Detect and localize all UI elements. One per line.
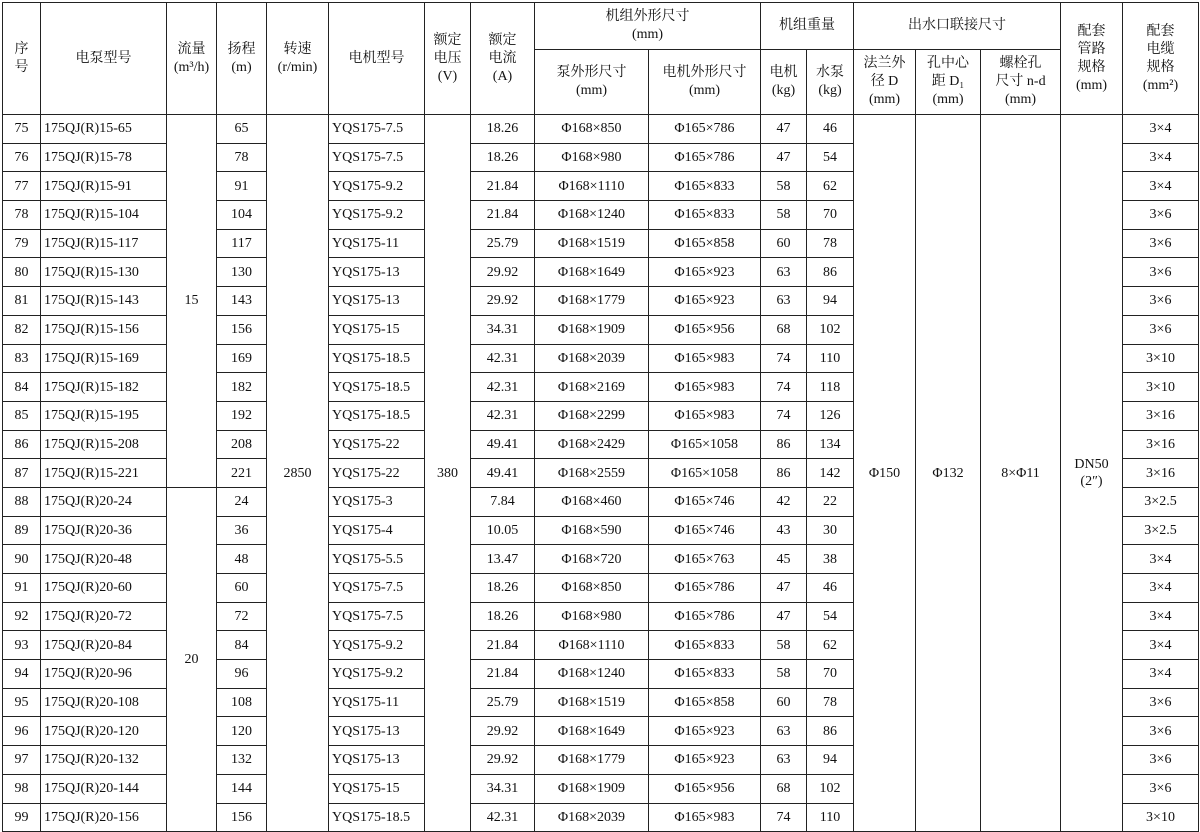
motor-model: YQS175-18.5	[329, 344, 425, 373]
cable-spec: 3×10	[1123, 803, 1199, 832]
cable-spec: 3×2.5	[1123, 487, 1199, 516]
motor-weight: 74	[761, 803, 807, 832]
current-value: 18.26	[471, 143, 535, 172]
pump-dimension: Φ168×2169	[535, 373, 649, 402]
pump-dimension: Φ168×2429	[535, 430, 649, 459]
pump-weight: 46	[807, 115, 854, 144]
motor-model: YQS175-9.2	[329, 631, 425, 660]
header-outlet: 出水口联接尺寸	[854, 3, 1061, 50]
pump-dimension: Φ168×1519	[535, 229, 649, 258]
row-number: 86	[3, 430, 41, 459]
pump-model: 175QJ(R)15-195	[41, 401, 167, 430]
cable-spec: 3×4	[1123, 545, 1199, 574]
header-seq: 序 号	[3, 3, 41, 115]
motor-weight: 63	[761, 287, 807, 316]
motor-weight: 68	[761, 315, 807, 344]
motor-weight: 86	[761, 430, 807, 459]
motor-model: YQS175-3	[329, 487, 425, 516]
row-number: 79	[3, 229, 41, 258]
head-value: 143	[217, 287, 267, 316]
table-row	[3, 115, 1199, 144]
header-row-1	[3, 3, 1199, 50]
pump-weight: 22	[807, 487, 854, 516]
header-pump-weight: 水泵 (kg)	[807, 50, 854, 115]
motor-weight: 63	[761, 746, 807, 775]
cable-spec: 3×2.5	[1123, 516, 1199, 545]
cable-spec: 3×4	[1123, 172, 1199, 201]
row-number: 94	[3, 660, 41, 689]
pump-model: 175QJ(R)15-182	[41, 373, 167, 402]
pump-dimension: Φ168×1649	[535, 258, 649, 287]
current-value: 49.41	[471, 459, 535, 488]
motor-weight: 45	[761, 545, 807, 574]
motor-model: YQS175-9.2	[329, 172, 425, 201]
motor-weight: 58	[761, 201, 807, 230]
cable-spec: 3×4	[1123, 660, 1199, 689]
cable-spec: 3×6	[1123, 287, 1199, 316]
head-value: 156	[217, 315, 267, 344]
head-value: 72	[217, 602, 267, 631]
motor-dimension: Φ165×746	[649, 516, 761, 545]
pump-model: 175QJ(R)15-156	[41, 315, 167, 344]
motor-dimension: Φ165×746	[649, 487, 761, 516]
motor-weight: 63	[761, 717, 807, 746]
current-value: 49.41	[471, 430, 535, 459]
cable-spec: 3×6	[1123, 229, 1199, 258]
pump-weight: 54	[807, 143, 854, 172]
pump-dimension: Φ168×2299	[535, 401, 649, 430]
pump-model: 175QJ(R)20-24	[41, 487, 167, 516]
row-number: 90	[3, 545, 41, 574]
header-head: 扬程 (m)	[217, 3, 267, 115]
motor-dimension: Φ165×923	[649, 287, 761, 316]
pump-model: 175QJ(R)20-72	[41, 602, 167, 631]
head-value: 36	[217, 516, 267, 545]
pump-dimension: Φ168×2039	[535, 344, 649, 373]
motor-dimension: Φ165×923	[649, 746, 761, 775]
pump-model: 175QJ(R)20-132	[41, 746, 167, 775]
motor-model: YQS175-18.5	[329, 401, 425, 430]
bolt-value: 8×Φ11	[981, 115, 1061, 832]
current-value: 21.84	[471, 660, 535, 689]
flow-20: 20	[167, 487, 217, 831]
current-value: 42.31	[471, 373, 535, 402]
cable-spec: 3×16	[1123, 430, 1199, 459]
motor-dimension: Φ165×786	[649, 574, 761, 603]
cable-spec: 3×6	[1123, 258, 1199, 287]
head-value: 144	[217, 774, 267, 803]
pump-dimension: Φ168×980	[535, 602, 649, 631]
head-value: 169	[217, 344, 267, 373]
row-number: 92	[3, 602, 41, 631]
head-value: 96	[217, 660, 267, 689]
pipe-size: DN50	[1074, 457, 1109, 473]
motor-model: YQS175-11	[329, 229, 425, 258]
pump-model: 175QJ(R)15-91	[41, 172, 167, 201]
pump-weight: 46	[807, 574, 854, 603]
pump-model: 175QJ(R)15-104	[41, 201, 167, 230]
pump-model: 175QJ(R)20-36	[41, 516, 167, 545]
head-value: 65	[217, 115, 267, 144]
pump-model: 175QJ(R)15-221	[41, 459, 167, 488]
pump-weight: 142	[807, 459, 854, 488]
pump-spec-table	[2, 2, 1199, 832]
current-value: 42.31	[471, 401, 535, 430]
header-weight: 机组重量	[761, 3, 854, 50]
pump-weight: 102	[807, 774, 854, 803]
pump-dimension: Φ168×590	[535, 516, 649, 545]
cable-spec: 3×4	[1123, 631, 1199, 660]
motor-weight: 47	[761, 115, 807, 144]
table-body	[3, 115, 1199, 832]
cable-spec: 3×16	[1123, 459, 1199, 488]
motor-weight: 47	[761, 574, 807, 603]
pump-model: 175QJ(R)15-117	[41, 229, 167, 258]
motor-dimension: Φ165×983	[649, 344, 761, 373]
pump-weight: 126	[807, 401, 854, 430]
pump-model: 175QJ(R)20-144	[41, 774, 167, 803]
pump-model: 175QJ(R)20-108	[41, 688, 167, 717]
current-value: 29.92	[471, 287, 535, 316]
header-dimensions: 机组外形尺寸 (mm)	[535, 3, 761, 50]
pump-model: 175QJ(R)20-48	[41, 545, 167, 574]
motor-model: YQS175-13	[329, 258, 425, 287]
current-value: 29.92	[471, 258, 535, 287]
row-number: 76	[3, 143, 41, 172]
flange-value: Φ150	[854, 115, 916, 832]
row-number: 96	[3, 717, 41, 746]
pump-dimension: Φ168×980	[535, 143, 649, 172]
motor-dimension: Φ165×923	[649, 258, 761, 287]
current-value: 42.31	[471, 803, 535, 832]
current-value: 25.79	[471, 688, 535, 717]
head-value: 48	[217, 545, 267, 574]
pump-dimension: Φ168×2559	[535, 459, 649, 488]
head-value: 120	[217, 717, 267, 746]
motor-dimension: Φ165×1058	[649, 459, 761, 488]
head-value: 156	[217, 803, 267, 832]
header-flow: 流量 (m³/h)	[167, 3, 217, 115]
cable-spec: 3×4	[1123, 574, 1199, 603]
head-value: 132	[217, 746, 267, 775]
hole-distance-value: Φ132	[916, 115, 981, 832]
pump-model: 175QJ(R)15-78	[41, 143, 167, 172]
flow-15: 15	[167, 115, 217, 488]
motor-model: YQS175-13	[329, 746, 425, 775]
cable-spec: 3×10	[1123, 344, 1199, 373]
pump-weight: 110	[807, 803, 854, 832]
pump-dimension: Φ168×1909	[535, 774, 649, 803]
pump-weight: 102	[807, 315, 854, 344]
current-value: 42.31	[471, 344, 535, 373]
current-value: 21.84	[471, 631, 535, 660]
motor-weight: 47	[761, 602, 807, 631]
pump-dimension: Φ168×1519	[535, 688, 649, 717]
motor-model: YQS175-7.5	[329, 143, 425, 172]
motor-weight: 58	[761, 660, 807, 689]
motor-model: YQS175-18.5	[329, 803, 425, 832]
motor-weight: 74	[761, 344, 807, 373]
motor-weight: 58	[761, 172, 807, 201]
pump-model: 175QJ(R)20-156	[41, 803, 167, 832]
pump-dimension: Φ168×850	[535, 574, 649, 603]
motor-dimension: Φ165×833	[649, 660, 761, 689]
pump-weight: 86	[807, 717, 854, 746]
current-value: 29.92	[471, 746, 535, 775]
motor-weight: 68	[761, 774, 807, 803]
motor-weight: 74	[761, 373, 807, 402]
row-number: 84	[3, 373, 41, 402]
motor-weight: 74	[761, 401, 807, 430]
motor-dimension: Φ165×1058	[649, 430, 761, 459]
header-voltage: 额定 电压 (V)	[425, 3, 471, 115]
motor-dimension: Φ165×923	[649, 717, 761, 746]
motor-model: YQS175-13	[329, 717, 425, 746]
motor-model: YQS175-7.5	[329, 602, 425, 631]
head-value: 130	[217, 258, 267, 287]
head-value: 60	[217, 574, 267, 603]
row-number: 89	[3, 516, 41, 545]
pump-model: 175QJ(R)15-143	[41, 287, 167, 316]
pump-weight: 110	[807, 344, 854, 373]
header-motor: 电机型号	[329, 3, 425, 115]
motor-model: YQS175-5.5	[329, 545, 425, 574]
header-cable: 配套 电缆 规格 (mm²)	[1123, 3, 1199, 115]
row-number: 78	[3, 201, 41, 230]
cable-spec: 3×6	[1123, 746, 1199, 775]
head-value: 84	[217, 631, 267, 660]
pump-dimension: Φ168×1779	[535, 287, 649, 316]
motor-dimension: Φ165×833	[649, 172, 761, 201]
motor-weight: 47	[761, 143, 807, 172]
motor-dimension: Φ165×956	[649, 774, 761, 803]
motor-dimension: Φ165×786	[649, 602, 761, 631]
pump-dimension: Φ168×1110	[535, 631, 649, 660]
motor-dimension: Φ165×786	[649, 115, 761, 144]
pump-dimension: Φ168×1240	[535, 201, 649, 230]
cable-spec: 3×6	[1123, 774, 1199, 803]
motor-dimension: Φ165×786	[649, 143, 761, 172]
motor-model: YQS175-7.5	[329, 115, 425, 144]
cable-spec: 3×6	[1123, 315, 1199, 344]
head-value: 117	[217, 229, 267, 258]
pump-weight: 94	[807, 746, 854, 775]
motor-dimension: Φ165×983	[649, 401, 761, 430]
pump-weight: 78	[807, 688, 854, 717]
pipe-value	[1061, 115, 1123, 832]
header-pipe: 配套 管路 规格 (mm)	[1061, 3, 1123, 115]
pump-dimension: Φ168×720	[535, 545, 649, 574]
cable-spec: 3×10	[1123, 373, 1199, 402]
current-value: 29.92	[471, 717, 535, 746]
row-number: 83	[3, 344, 41, 373]
header-hole-dist: 孔中心 距 D₁ (mm)	[916, 50, 981, 115]
motor-dimension: Φ165×763	[649, 545, 761, 574]
row-number: 81	[3, 287, 41, 316]
pump-model: 175QJ(R)20-60	[41, 574, 167, 603]
current-value: 34.31	[471, 315, 535, 344]
current-value: 18.26	[471, 602, 535, 631]
head-value: 104	[217, 201, 267, 230]
motor-model: YQS175-18.5	[329, 373, 425, 402]
motor-model: YQS175-7.5	[329, 574, 425, 603]
row-number: 99	[3, 803, 41, 832]
row-number: 85	[3, 401, 41, 430]
pump-weight: 78	[807, 229, 854, 258]
motor-dimension: Φ165×858	[649, 688, 761, 717]
current-value: 18.26	[471, 115, 535, 144]
motor-model: YQS175-15	[329, 315, 425, 344]
pump-weight: 94	[807, 287, 854, 316]
motor-dimension: Φ165×983	[649, 373, 761, 402]
cable-spec: 3×4	[1123, 115, 1199, 144]
current-value: 25.79	[471, 229, 535, 258]
cable-spec: 3×6	[1123, 201, 1199, 230]
pipe-inch: (2″)	[1080, 474, 1103, 490]
header-flange: 法兰外 径 D (mm)	[854, 50, 916, 115]
pump-weight: 70	[807, 660, 854, 689]
head-value: 91	[217, 172, 267, 201]
motor-model: YQS175-11	[329, 688, 425, 717]
row-number: 82	[3, 315, 41, 344]
motor-model: YQS175-9.2	[329, 660, 425, 689]
pump-weight: 86	[807, 258, 854, 287]
pump-weight: 54	[807, 602, 854, 631]
head-value: 208	[217, 430, 267, 459]
current-value: 21.84	[471, 201, 535, 230]
pump-model: 175QJ(R)15-65	[41, 115, 167, 144]
current-value: 18.26	[471, 574, 535, 603]
motor-model: YQS175-22	[329, 430, 425, 459]
speed-value: 2850	[267, 115, 329, 832]
pump-weight: 62	[807, 172, 854, 201]
pump-model: 175QJ(R)20-84	[41, 631, 167, 660]
pump-dimension: Φ168×850	[535, 115, 649, 144]
row-number: 95	[3, 688, 41, 717]
motor-weight: 63	[761, 258, 807, 287]
head-value: 24	[217, 487, 267, 516]
pump-weight: 70	[807, 201, 854, 230]
row-number: 97	[3, 746, 41, 775]
header-speed: 转速 (r/min)	[267, 3, 329, 115]
cable-spec: 3×4	[1123, 143, 1199, 172]
pump-dimension: Φ168×2039	[535, 803, 649, 832]
head-value: 221	[217, 459, 267, 488]
motor-dimension: Φ165×833	[649, 201, 761, 230]
row-number: 77	[3, 172, 41, 201]
cable-spec: 3×4	[1123, 602, 1199, 631]
head-value: 192	[217, 401, 267, 430]
cable-spec: 3×6	[1123, 688, 1199, 717]
pump-dimension: Φ168×1240	[535, 660, 649, 689]
motor-weight: 42	[761, 487, 807, 516]
row-number: 88	[3, 487, 41, 516]
pump-weight: 30	[807, 516, 854, 545]
motor-model: YQS175-9.2	[329, 201, 425, 230]
header-motor-weight: 电机 (kg)	[761, 50, 807, 115]
header-motor-dim: 电机外形尺寸 (mm)	[649, 50, 761, 115]
pump-weight: 62	[807, 631, 854, 660]
header-pump-dim: 泵外形尺寸 (mm)	[535, 50, 649, 115]
motor-model: YQS175-15	[329, 774, 425, 803]
motor-weight: 58	[761, 631, 807, 660]
current-value: 10.05	[471, 516, 535, 545]
pump-model: 175QJ(R)20-120	[41, 717, 167, 746]
pump-weight: 38	[807, 545, 854, 574]
pump-weight: 118	[807, 373, 854, 402]
row-number: 75	[3, 115, 41, 144]
head-value: 78	[217, 143, 267, 172]
motor-dimension: Φ165×833	[649, 631, 761, 660]
pump-model: 175QJ(R)15-208	[41, 430, 167, 459]
current-value: 13.47	[471, 545, 535, 574]
pump-dimension: Φ168×1909	[535, 315, 649, 344]
motor-model: YQS175-22	[329, 459, 425, 488]
pump-dimension: Φ168×1649	[535, 717, 649, 746]
row-number: 98	[3, 774, 41, 803]
header-bolt: 螺栓孔 尺寸 n-d (mm)	[981, 50, 1061, 115]
motor-model: YQS175-13	[329, 287, 425, 316]
row-number: 87	[3, 459, 41, 488]
cable-spec: 3×16	[1123, 401, 1199, 430]
motor-dimension: Φ165×956	[649, 315, 761, 344]
pump-model: 175QJ(R)15-130	[41, 258, 167, 287]
motor-dimension: Φ165×983	[649, 803, 761, 832]
voltage-value: 380	[425, 115, 471, 832]
motor-weight: 43	[761, 516, 807, 545]
pump-model: 175QJ(R)15-169	[41, 344, 167, 373]
motor-dimension: Φ165×858	[649, 229, 761, 258]
pump-model: 175QJ(R)20-96	[41, 660, 167, 689]
row-number: 93	[3, 631, 41, 660]
cable-spec: 3×6	[1123, 717, 1199, 746]
current-value: 7.84	[471, 487, 535, 516]
pump-dimension: Φ168×1779	[535, 746, 649, 775]
head-value: 108	[217, 688, 267, 717]
head-value: 182	[217, 373, 267, 402]
row-number: 91	[3, 574, 41, 603]
row-number: 80	[3, 258, 41, 287]
pump-dimension: Φ168×460	[535, 487, 649, 516]
motor-weight: 60	[761, 229, 807, 258]
header-current: 额定 电流 (A)	[471, 3, 535, 115]
current-value: 34.31	[471, 774, 535, 803]
motor-model: YQS175-4	[329, 516, 425, 545]
pump-dimension: Φ168×1110	[535, 172, 649, 201]
current-value: 21.84	[471, 172, 535, 201]
motor-weight: 60	[761, 688, 807, 717]
pump-weight: 134	[807, 430, 854, 459]
header-model: 电泵型号	[41, 3, 167, 115]
motor-weight: 86	[761, 459, 807, 488]
